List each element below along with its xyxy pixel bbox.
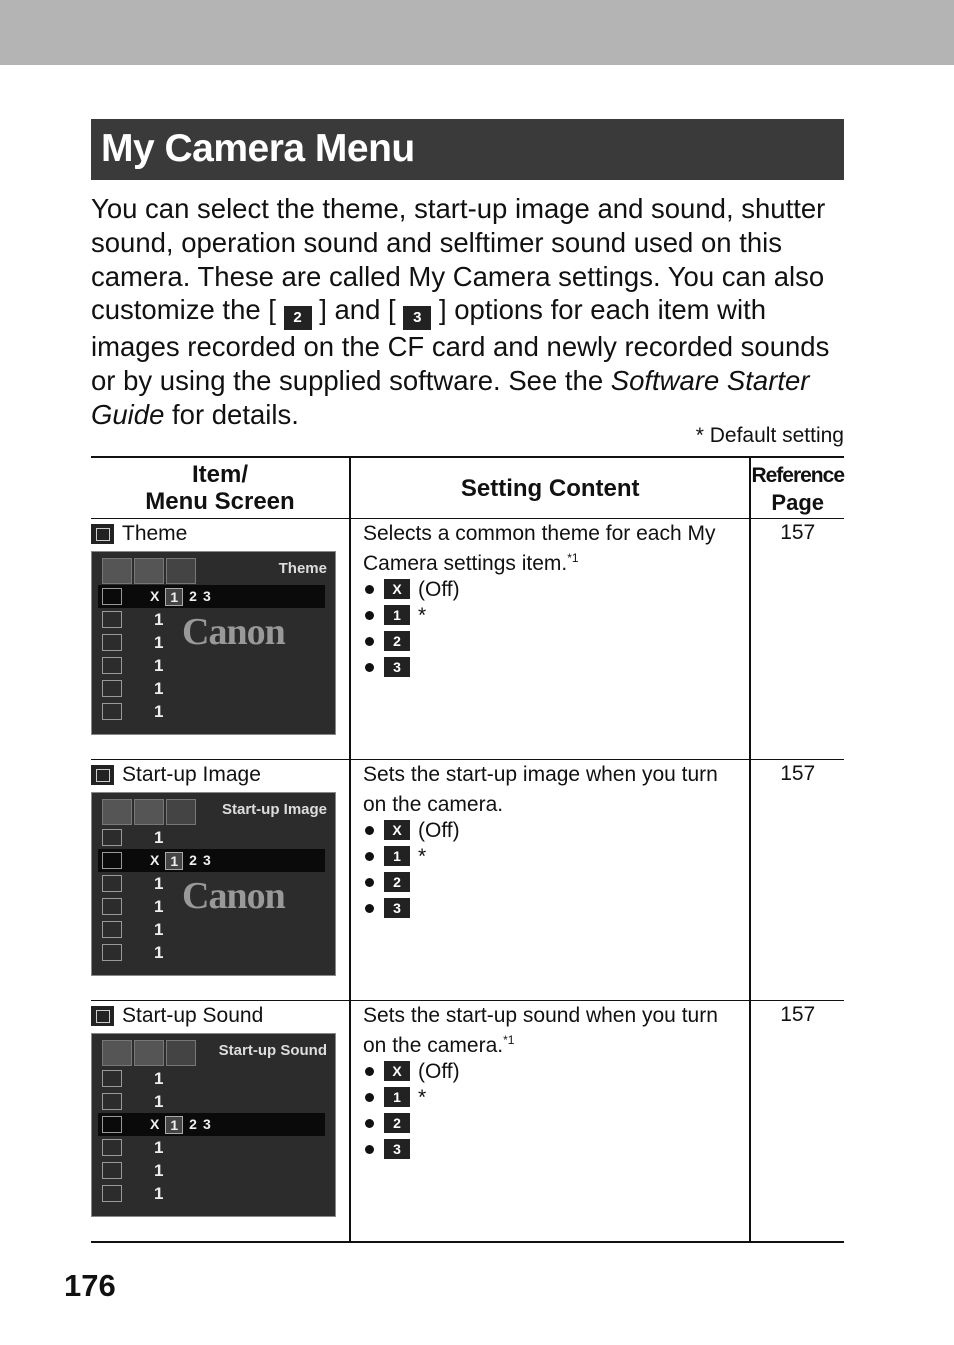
option-icon: X [384, 820, 410, 840]
screen-choice: 3 [202, 587, 211, 604]
item-label: Start-up Sound [122, 1004, 264, 1027]
play-tab-icon [134, 799, 164, 825]
item-icon [91, 1006, 114, 1026]
description: Sets the start-up image when you turn on the camera. [363, 763, 718, 816]
option-icon: 1 [384, 1087, 410, 1107]
bullet-icon [365, 1093, 374, 1102]
header-reference: Reference Page [750, 457, 844, 519]
setting-icon [102, 611, 122, 628]
description: Sets the start-up sound when you turn on the camera. [363, 1004, 718, 1057]
setting-icon [102, 703, 122, 720]
camera-tab-icon [102, 558, 132, 584]
intro-text-2: ] and [ [319, 294, 396, 326]
option-item [363, 1058, 737, 1084]
bullet-icon [365, 663, 374, 672]
screen-value: 1 [154, 609, 164, 629]
option-suffix: * [418, 1085, 427, 1109]
mycamera-tab-icon [166, 1040, 196, 1066]
setting-icon [102, 1093, 122, 1110]
content-cell [350, 1001, 750, 1243]
canon-logo: Canon [182, 611, 285, 653]
bullet-icon [365, 878, 374, 887]
screen-value: 1 [154, 1091, 164, 1111]
setting-icon [102, 898, 122, 915]
screen-value: 1 [154, 678, 164, 698]
setting-icon [102, 634, 122, 651]
screen-value: 1 [154, 1160, 164, 1180]
table-header [91, 457, 844, 519]
option-icon: X [384, 579, 410, 599]
screen-row [98, 1067, 325, 1090]
item-icon [91, 765, 114, 785]
screen-choice: X [150, 587, 160, 604]
option-item [363, 895, 737, 921]
content-cell [350, 760, 750, 1001]
setting-icon [102, 944, 122, 961]
item-cell [91, 760, 350, 1001]
screen-row [98, 677, 325, 700]
top-band [0, 0, 954, 65]
bullet-icon [365, 611, 374, 620]
option-icon: 1 [384, 605, 410, 625]
screen-value: 1 [154, 873, 164, 893]
bullet-icon [365, 904, 374, 913]
screen-value: 1 [154, 942, 164, 962]
intro-text-4: for details. [164, 398, 299, 430]
screen-row-selected [98, 585, 325, 608]
setting-icon [102, 1162, 122, 1179]
bullet-icon [365, 1119, 374, 1128]
option-item [363, 602, 737, 628]
footnote-ref: *1 [503, 1033, 515, 1047]
bullet-icon [365, 585, 374, 594]
content-cell [350, 519, 750, 760]
guide-title: Software Starter Guide [91, 365, 810, 430]
option-suffix: * [418, 603, 427, 627]
screen-row [98, 1182, 325, 1205]
reference-page: 157 [750, 1001, 844, 1243]
intro-text-1: You can select the theme, start-up image and sound, shutter sound, operation sound and selftimer sound used on this camera. These are called My Camera settings. You can also customize the [ [91, 193, 826, 326]
screen-value: 1 [154, 827, 164, 847]
item-cell [91, 1001, 350, 1243]
option-icon: 3 [384, 657, 410, 677]
option-item [363, 869, 737, 895]
screen-value: 1 [154, 1183, 164, 1203]
screen-choice: 2 [189, 1115, 197, 1132]
screen-row [98, 826, 325, 849]
option-item [363, 576, 737, 602]
setting-icon [102, 875, 122, 892]
screen-value: 1 [154, 701, 164, 721]
screen-row [98, 918, 325, 941]
menu-screen [91, 792, 336, 976]
option-suffix: (Off) [418, 577, 460, 601]
screen-choice: X [150, 851, 160, 868]
option-suffix: * [418, 844, 427, 868]
setting-icon [102, 921, 122, 938]
setting-icon [102, 680, 122, 697]
header-item: Item/ Menu Screen [91, 457, 350, 519]
my-camera-3-icon: 3 [403, 306, 431, 330]
intro-paragraph [91, 192, 851, 432]
play-tab-icon [134, 1040, 164, 1066]
item-label: Theme [122, 522, 188, 545]
option-suffix: (Off) [418, 818, 460, 842]
reference-page: 157 [750, 519, 844, 760]
canon-logo: Canon [182, 875, 285, 917]
option-icon: X [384, 1061, 410, 1081]
option-icon: 1 [384, 846, 410, 866]
option-item [363, 1110, 737, 1136]
screen-row-selected [98, 1113, 325, 1136]
settings-table [91, 456, 844, 1243]
screen-value: 1 [154, 1137, 164, 1157]
item-cell [91, 519, 350, 760]
table-row [91, 760, 844, 1001]
header-content: Setting Content [350, 457, 750, 519]
screen-value: 1 [154, 632, 164, 652]
screen-row [98, 654, 325, 677]
menu-screen [91, 551, 336, 735]
camera-tab-icon [102, 799, 132, 825]
item-icon [91, 524, 114, 544]
screen-row [98, 1159, 325, 1182]
screen-choice: 1 [165, 588, 183, 606]
setting-icon [102, 657, 122, 674]
table-row [91, 1001, 844, 1243]
description: Selects a common theme for each My Camera settings item. [363, 522, 716, 575]
screen-value: 1 [154, 919, 164, 939]
bullet-icon [365, 826, 374, 835]
option-suffix: (Off) [418, 1059, 460, 1083]
screen-choice: 1 [165, 852, 183, 870]
setting-icon [102, 829, 122, 846]
screen-choice: 3 [202, 1115, 211, 1132]
mycamera-tab-icon [166, 558, 196, 584]
screen-value: 1 [154, 655, 164, 675]
option-icon: 2 [384, 1113, 410, 1133]
screen-row [98, 1136, 325, 1159]
screen-title: Start-up Image [221, 801, 327, 818]
screen-title: Theme [278, 560, 327, 577]
option-icon: 3 [384, 1139, 410, 1159]
setting-icon [102, 1116, 122, 1133]
my-camera-2-icon: 2 [284, 306, 312, 330]
screen-choice: 2 [189, 851, 197, 868]
screen-row [98, 1090, 325, 1113]
title-bar [91, 119, 844, 180]
option-item [363, 843, 737, 869]
screen-choice: 2 [189, 587, 197, 604]
setting-icon [102, 588, 122, 605]
bullet-icon [365, 637, 374, 646]
default-setting-note: * Default setting [695, 424, 844, 447]
bullet-icon [365, 852, 374, 861]
option-item [363, 1136, 737, 1162]
bullet-icon [365, 1067, 374, 1076]
screen-value: 1 [154, 1068, 164, 1088]
option-item [363, 817, 737, 843]
screen-choice: 1 [165, 1116, 183, 1134]
screen-choice: X [150, 1115, 160, 1132]
screen-row [98, 941, 325, 964]
option-item [363, 628, 737, 654]
play-tab-icon [134, 558, 164, 584]
setting-icon [102, 852, 122, 869]
page-number: 176 [64, 1268, 116, 1303]
footnote-ref: *1 [567, 551, 579, 565]
mycamera-tab-icon [166, 799, 196, 825]
option-item [363, 654, 737, 680]
setting-icon [102, 1070, 122, 1087]
setting-icon [102, 1139, 122, 1156]
screen-value: 1 [154, 896, 164, 916]
item-label: Start-up Image [122, 763, 261, 786]
screen-row [98, 700, 325, 723]
bullet-icon [365, 1145, 374, 1154]
screen-choice: 3 [202, 851, 211, 868]
menu-screen [91, 1033, 336, 1217]
option-icon: 2 [384, 872, 410, 892]
intro-text-3: ] options for each item with images recorded on the CF card and newly recorded sounds or by using the supplied software. See the [91, 294, 830, 397]
screen-row-selected [98, 849, 325, 872]
camera-tab-icon [102, 1040, 132, 1066]
table-row [91, 519, 844, 760]
option-icon: 2 [384, 631, 410, 651]
screen-title: Start-up Sound [218, 1042, 327, 1059]
reference-page: 157 [750, 760, 844, 1001]
option-icon: 3 [384, 898, 410, 918]
page-title: My Camera Menu [101, 127, 415, 170]
setting-icon [102, 1185, 122, 1202]
option-item [363, 1084, 737, 1110]
